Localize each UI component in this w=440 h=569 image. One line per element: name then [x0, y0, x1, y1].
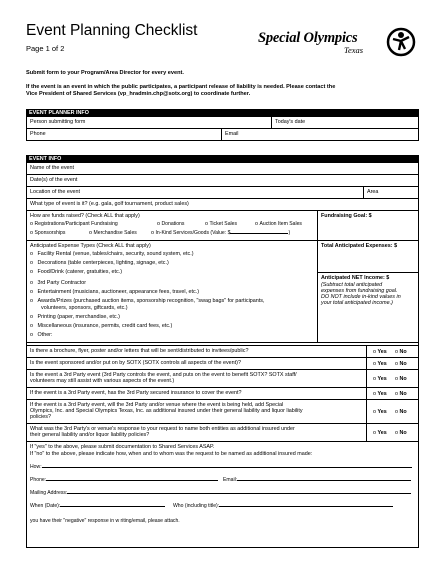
expense-misc[interactable]: o Miscellaneous (insurance, permits, credit card fees, etc.)	[30, 323, 173, 329]
todays-date-label: Today's date	[275, 118, 306, 125]
person-label: Person submitting form	[30, 118, 86, 125]
question-third-party	[26, 370, 419, 388]
funds-cell	[27, 211, 317, 240]
net-income-label: Anticipated NET Income: $	[321, 274, 390, 281]
phone-field[interactable]	[27, 129, 221, 140]
yes-option[interactable]: o Yes	[373, 375, 387, 382]
question-insurance	[26, 388, 419, 400]
no-option[interactable]: o No	[395, 390, 407, 397]
event-header: EVENT INFO	[26, 155, 419, 163]
net-note-4: your total anticipated income.)	[321, 299, 393, 306]
funds-option-registrations[interactable]: o Registrations/Participant Fundraising	[30, 221, 118, 227]
question-sponsored	[26, 358, 419, 370]
followup-email-field[interactable]: Email:	[223, 477, 411, 483]
expense-contractor[interactable]: o 3rd Party Contractor	[30, 280, 87, 286]
yes-option[interactable]: o Yes	[373, 360, 387, 367]
planner-section	[26, 109, 419, 141]
question-brochure	[26, 346, 419, 358]
who-field[interactable]: Who (including title):	[173, 503, 393, 509]
expense-food[interactable]: o Food/Drink (caterer, gratuities, etc.)	[30, 269, 122, 275]
question-additional-insured	[26, 400, 419, 424]
yes-no-choice[interactable]	[366, 370, 418, 387]
page-title: Event Planning Checklist	[26, 22, 198, 39]
event-dates-label: Date(s) of the event	[30, 176, 78, 183]
funds-row	[26, 211, 419, 241]
email-label: Email	[225, 130, 239, 137]
intro-line-3: Vice President of Shared Services (vp_hradmin.chp@sotx.org) to coordinate further.	[26, 91, 251, 97]
question-text: Olympics, Inc. and Special Olympics Texas, Inc. as additional insured under their general liability and liquor liability	[30, 407, 303, 414]
planner-row-2	[26, 129, 419, 141]
event-name-field[interactable]	[26, 163, 419, 175]
logo-figure-icon	[385, 26, 417, 58]
total-expenses-label: Total Anticipated Expenses: $	[321, 242, 398, 249]
funds-option-merchandise[interactable]: o Merchandise Sales	[89, 230, 137, 236]
page-number: Page 1 of 2	[26, 44, 65, 53]
special-olympics-logo	[258, 26, 418, 58]
area-label: Area	[367, 188, 379, 195]
event-dates-field[interactable]	[26, 175, 419, 187]
question-text: Is there a brochure, flyer, poster and/or letters that will be sent/distributed to invitees/public?	[30, 347, 249, 354]
person-field[interactable]	[27, 117, 271, 128]
event-type-field[interactable]	[26, 199, 419, 211]
fundraising-goal-field[interactable]	[317, 211, 418, 240]
question-text: their general liability and/or liquor liability policies?	[30, 431, 150, 438]
followup-box	[26, 442, 419, 548]
followup-yes-line: If "yes" to the above, please submit documentation to Shared Services ASAP.	[30, 444, 215, 450]
logo-text: Special Olympics	[258, 30, 358, 46]
yes-option[interactable]: o Yes	[373, 348, 387, 355]
event-name-label: Name of the event	[30, 164, 75, 171]
question-text: Is the event a 3rd Party event (3rd Party controls the event, and puts on the event to benefit SOTX? SOTX staff/	[30, 371, 297, 378]
funds-option-ticket-sales[interactable]: o Ticket Sales	[205, 221, 238, 227]
expense-other[interactable]: o Other:	[30, 332, 53, 338]
event-section	[26, 155, 419, 548]
funds-option-donations[interactable]: o Donations	[157, 221, 185, 227]
no-option[interactable]: o No	[395, 408, 407, 415]
expenses-cell	[27, 241, 317, 342]
email-field[interactable]	[221, 129, 418, 140]
question-text: What was the 3rd Party's or venue's response to your request to name both entities as additional insured under	[30, 425, 295, 432]
total-expenses-field[interactable]	[317, 241, 418, 273]
expenses-question: Anticipated Expense Types (Check ALL that apply)	[30, 242, 151, 249]
followup-phone-field[interactable]: Phone:	[30, 477, 218, 483]
expense-awards[interactable]: o Awards/Prizes (purchased auction items, sponsorship recognition, "swag bags" for participants,	[30, 298, 265, 304]
yes-no-choice[interactable]	[366, 400, 418, 423]
funds-option-in-kind[interactable]: o In-Kind Services/Goods (Value: $ )	[151, 230, 291, 236]
expense-decorations[interactable]: o Decorations (table centerpieces, lighting, signage, etc.)	[30, 260, 169, 266]
event-type-label: What type of event is it? (e.g. gala, golf tournament, product sales)	[30, 200, 189, 207]
yes-no-choice[interactable]	[366, 346, 418, 357]
no-option[interactable]: o No	[395, 429, 407, 436]
question-text: Is the event sponsored and/or put on by SOTX (SOTX controls all aspects of the event)?	[30, 359, 241, 366]
planner-header: EVENT PLANNER INFO	[26, 109, 419, 117]
net-income-field[interactable]	[317, 273, 418, 343]
question-response	[26, 424, 419, 442]
funds-option-sponsorships[interactable]: o Sponsorships	[30, 230, 66, 236]
question-text: volunteers may still assist with various aspects of the event.)	[30, 377, 175, 384]
expense-facility[interactable]: o Facility Rental (venue, tables/chairs, security, sound system, etc.)	[30, 251, 194, 257]
yes-no-choice[interactable]	[366, 358, 418, 369]
event-location-row	[26, 187, 419, 199]
no-option[interactable]: o No	[395, 360, 407, 367]
question-text: If the event is a 3rd Party event, will the 3rd Party and/or venue where the event is being held, add Special	[30, 401, 284, 408]
yes-no-choice[interactable]	[366, 424, 418, 441]
logo-subtext: Texas	[344, 45, 364, 55]
yes-option[interactable]: o Yes	[373, 408, 387, 415]
intro-line-2: If the event is an event in which the public participates, a participant release of liability is needed. Please contact the	[26, 84, 336, 90]
expense-awards-cont: volunteers, sponsors, giftcards, etc.)	[41, 305, 128, 311]
expense-entertainment[interactable]: o Entertainment (musicians, auctioneer, appearance fees, travel, etc.)	[30, 289, 200, 295]
net-note-1: (Subtract total anticipated	[321, 281, 383, 288]
question-text: If the event is a 3rd Party event, has the 3rd Party secured insurance to cover the event?	[30, 389, 242, 396]
when-date-field[interactable]: When (Date):	[30, 503, 165, 509]
planner-row-1	[26, 117, 419, 129]
attach-response-note: you have their "negative" response in w riting/email, please attach.	[30, 518, 180, 524]
yes-option[interactable]: o Yes	[373, 390, 387, 397]
funds-question: How are funds raised? (Check ALL that apply)	[30, 212, 140, 219]
yes-no-choice[interactable]	[366, 388, 418, 399]
funds-option-auction[interactable]: o Auction Item Sales	[255, 221, 302, 227]
net-note-3: DO NOT include in-kind values in	[321, 293, 401, 300]
intro-line-1: Submit form to your Program/Area Director for every event.	[26, 70, 184, 76]
phone-label: Phone	[30, 130, 46, 137]
location-field[interactable]	[27, 187, 363, 198]
fundraising-goal-label: Fundraising Goal: $	[321, 212, 372, 219]
todays-date-field[interactable]	[271, 117, 418, 128]
no-option[interactable]: o No	[395, 348, 407, 355]
no-option[interactable]: o No	[395, 375, 407, 382]
area-field[interactable]	[363, 187, 418, 198]
followup-no-line: If "no" to the above, please indicate how, when and to whom was the request to be named as additional insured made:	[30, 451, 313, 457]
mailing-address-field[interactable]: Mailing Address:	[30, 490, 411, 496]
net-note-2: expenses from fundraising goal.	[321, 287, 398, 294]
how-field[interactable]: How:	[30, 464, 412, 470]
expense-printing[interactable]: o Printing (paper, merchandise, etc.)	[30, 314, 120, 320]
yes-option[interactable]: o Yes	[373, 429, 387, 436]
question-text: policies?	[30, 413, 51, 420]
expenses-row	[26, 241, 419, 343]
location-label: Location of the event	[30, 188, 81, 195]
